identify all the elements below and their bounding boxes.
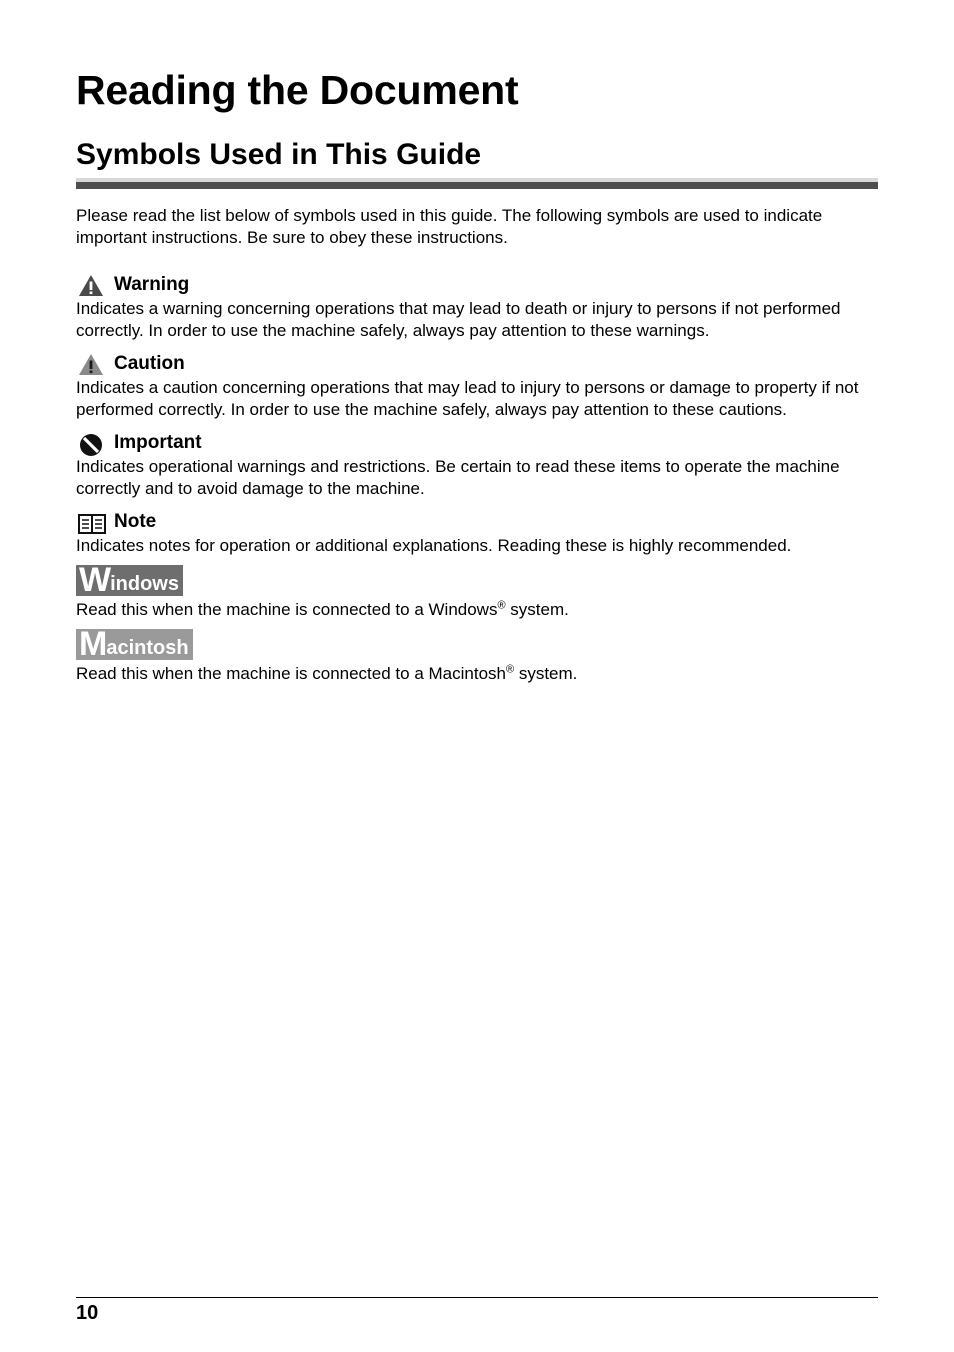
os-text-before: Read this when the machine is connected to a Windows xyxy=(76,600,498,619)
symbol-entry-warning xyxy=(76,272,886,342)
section-title: Symbols Used in This Guide xyxy=(76,138,482,171)
footer-divider xyxy=(76,1297,878,1298)
macintosh-badge-icon xyxy=(76,625,193,663)
prohibited-icon xyxy=(78,432,104,456)
page-number: 10 xyxy=(76,1302,99,1324)
warning-triangle-icon xyxy=(78,274,104,298)
section-divider xyxy=(76,178,878,189)
book-icon xyxy=(78,511,104,535)
os-description xyxy=(76,599,886,621)
symbol-label: Important xyxy=(114,432,202,453)
registered-mark: ® xyxy=(505,663,515,676)
page-title: Reading the Document xyxy=(76,67,519,113)
os-text-before: Read this when the machine is connected to a Macintosh xyxy=(76,664,506,683)
badge-rest: acintosh xyxy=(106,637,189,659)
symbol-entry-note xyxy=(76,509,886,557)
badge-rest: indows xyxy=(110,573,179,595)
os-text-after: system. xyxy=(505,600,569,619)
intro-paragraph: Please read the list below of symbols used in this guide. The following symbols are used to indicate important instructions. Be sure to obey these instructions. xyxy=(76,206,823,247)
badge-initial: M xyxy=(79,625,108,663)
os-text-after: system. xyxy=(514,664,578,683)
symbol-description: Indicates a caution concerning operations that may lead to injury to persons or damage to property if not performed correctly. In order to use the machine safely, always pay attention to these cautions. xyxy=(76,378,859,419)
os-entry-windows xyxy=(76,561,886,621)
symbol-description: Indicates a warning concerning operations that may lead to death or injury to persons if not performed correctly. In order to use the machine safely, always pay attention to these warnings. xyxy=(76,299,841,340)
symbol-label: Warning xyxy=(114,274,190,295)
symbol-label: Caution xyxy=(114,353,185,374)
symbol-description: Indicates notes for operation or additional explanations. Reading these is highly recommended. xyxy=(76,536,792,555)
symbol-label: Note xyxy=(114,511,157,532)
registered-mark: ® xyxy=(497,599,506,612)
windows-badge-icon xyxy=(76,561,183,599)
os-description xyxy=(76,663,886,685)
symbol-description: Indicates operational warnings and restrictions. Be certain to read these items to operate the machine correctly and to avoid damage to the machine. xyxy=(76,457,840,498)
symbol-entry-caution xyxy=(76,351,886,421)
badge-initial: W xyxy=(79,561,112,599)
caution-triangle-icon xyxy=(78,353,104,377)
symbol-entry-important xyxy=(76,430,886,500)
os-entry-macintosh xyxy=(76,625,886,685)
